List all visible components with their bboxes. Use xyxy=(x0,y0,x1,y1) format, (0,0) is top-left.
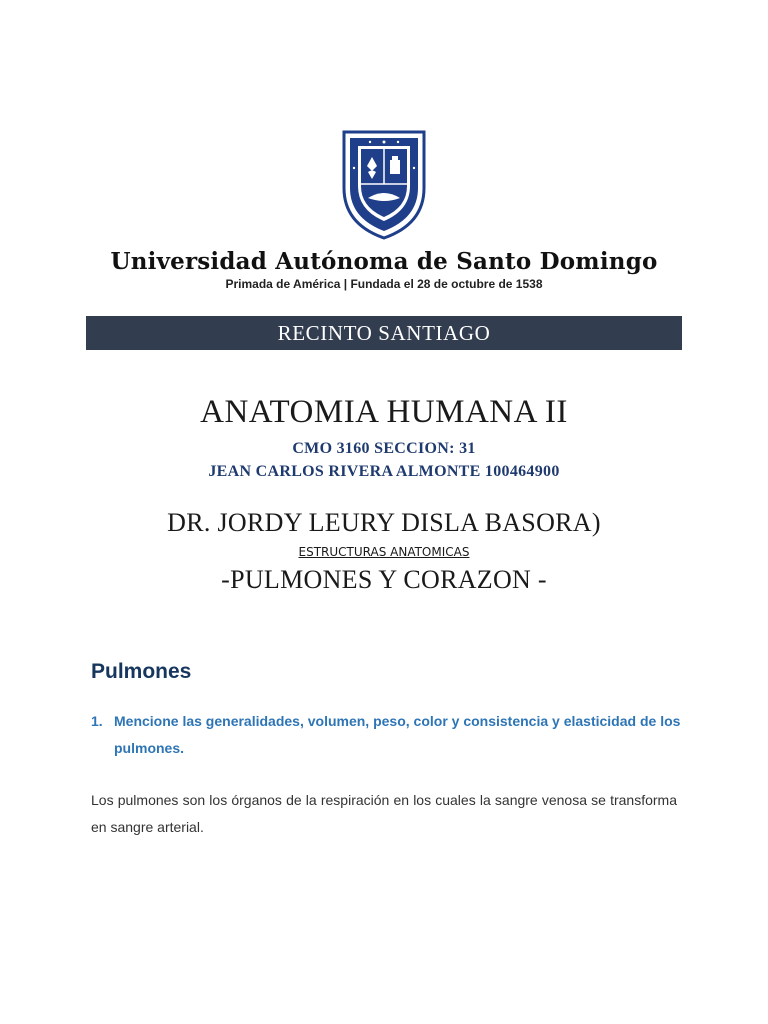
university-seal-icon xyxy=(338,128,430,242)
course-title: ANATOMIA HUMANA II xyxy=(200,394,568,430)
university-name: Universidad Autónoma de Santo Domingo xyxy=(110,248,658,275)
topic-label-text: ESTRUCTURAS ANATOMICAS xyxy=(298,545,470,559)
campus-banner xyxy=(86,316,682,350)
question-number: 1. xyxy=(91,713,103,729)
campus-label: RECINTO SANTIAGO xyxy=(277,320,491,345)
course-code: CMO 3160 SECCION: 31 xyxy=(292,440,476,457)
answer-paragraph: Los pulmones son los órganos de la respiración en los cuales la sangre venosa se transforma en sangre arterial. xyxy=(91,792,677,835)
topic-label xyxy=(0,545,768,559)
professor-name: DR. JORDY LEURY DISLA BASORA) xyxy=(167,508,601,537)
question-item xyxy=(91,708,691,762)
section-heading: Pulmones xyxy=(91,660,192,683)
topic-title: -PULMONES Y CORAZON - xyxy=(221,565,547,594)
question-text: Mencione las generalidades, volumen, peso, color y consistencia y elasticidad de los pulmones. xyxy=(114,713,681,756)
university-subtitle: Primada de América | Fundada el 28 de octubre de 1538 xyxy=(225,277,543,291)
student-name: JEAN CARLOS RIVERA ALMONTE 100464900 xyxy=(208,463,560,480)
